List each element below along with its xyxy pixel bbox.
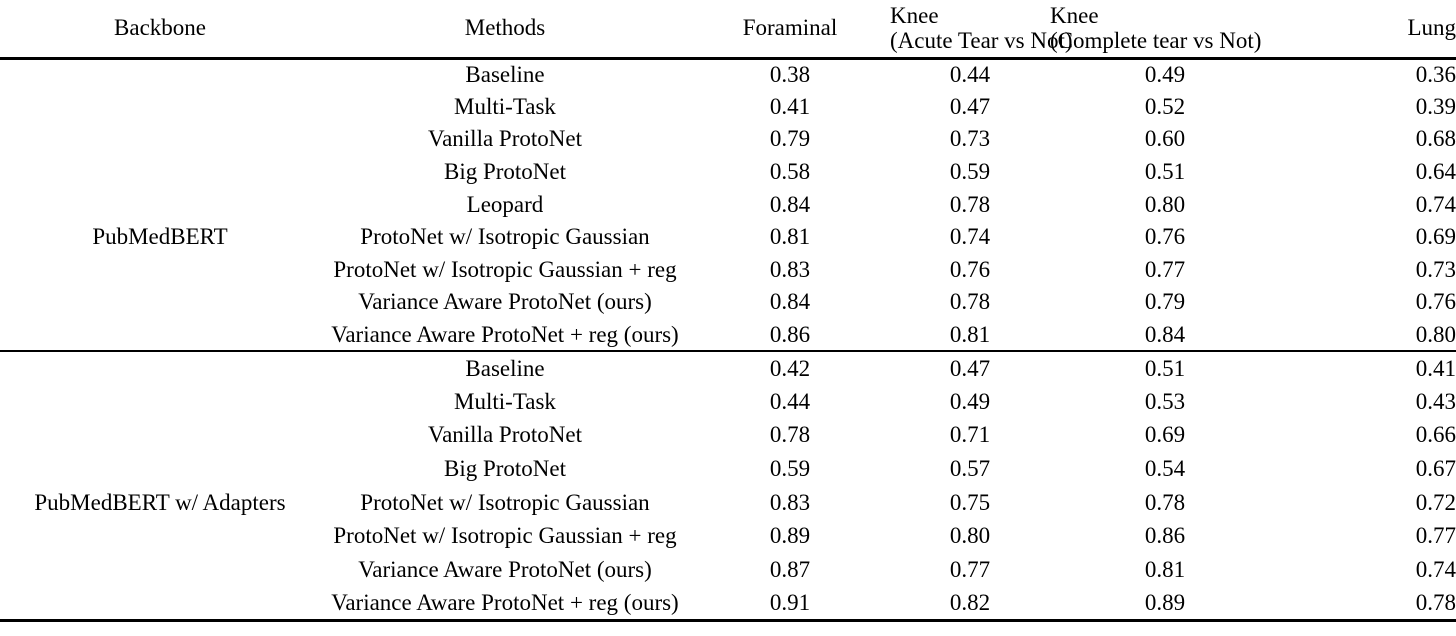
- column-header-lung: Lung: [1280, 0, 1456, 58]
- value-cell: 0.68: [1415, 126, 1456, 152]
- backbone-group: [0, 351, 1456, 620]
- value-cell: 0.73: [949, 126, 991, 152]
- table-header: [0, 0, 1456, 58]
- value-cell: 0.58: [769, 159, 811, 185]
- value-cell: 0.73: [1415, 256, 1456, 282]
- table-row: [0, 188, 1456, 221]
- method-cell: Variance Aware ProtoNet (ours): [358, 556, 652, 582]
- value-cell: 0.54: [1144, 455, 1186, 481]
- backbone-cell: [0, 519, 320, 553]
- table-row: [0, 286, 1456, 319]
- value-cell: 0.80: [949, 523, 991, 549]
- method-cell: ProtoNet w/ Isotropic Gaussian: [360, 224, 650, 250]
- knee-complete-header-line1: Knee: [1050, 2, 1099, 28]
- knee-acute-header-line1: Knee: [890, 2, 939, 28]
- column-header-knee-acute: [890, 0, 1073, 58]
- value-cell: 0.78: [949, 191, 991, 217]
- value-cell: 0.74: [1415, 556, 1456, 582]
- value-cell: 0.81: [769, 224, 811, 250]
- backbone-cell: PubMedBERT w/ Adapters: [34, 489, 286, 515]
- table-row: [0, 123, 1456, 156]
- value-cell: 0.52: [1144, 93, 1186, 119]
- table-row: [0, 385, 1456, 419]
- value-cell: 0.83: [769, 489, 811, 515]
- value-cell: 0.49: [1144, 62, 1186, 88]
- method-cell: Leopard: [466, 191, 544, 217]
- column-header-foraminal: Foraminal: [690, 0, 890, 58]
- backbone-cell: [0, 452, 320, 486]
- backbone-cell: [0, 254, 320, 287]
- value-cell: 0.84: [1050, 319, 1280, 352]
- value-cell: 0.83: [769, 256, 811, 282]
- value-cell: 0.86: [1144, 523, 1186, 549]
- value-cell: 0.79: [769, 126, 811, 152]
- value-cell: 0.47: [949, 93, 991, 119]
- value-cell: 0.69: [1144, 422, 1186, 448]
- value-cell: 0.84: [769, 289, 811, 315]
- table-row: [0, 452, 1456, 486]
- method-cell: Multi-Task: [454, 93, 556, 119]
- method-cell: Multi-Task: [454, 388, 556, 414]
- backbone-cell: [0, 419, 320, 453]
- value-cell: 0.41: [1415, 355, 1456, 381]
- value-cell: 0.59: [949, 159, 991, 185]
- knee-acute-header-lines: [890, 3, 1073, 53]
- value-cell: 0.79: [1144, 289, 1186, 315]
- backbone-cell: [0, 351, 320, 385]
- table-header-row: [0, 0, 1456, 58]
- value-cell: 0.36: [1415, 62, 1456, 88]
- backbone-cell: [0, 91, 320, 124]
- table-row: [0, 91, 1456, 124]
- method-cell: ProtoNet w/ Isotropic Gaussian + reg: [333, 523, 677, 549]
- value-cell: 0.49: [949, 388, 991, 414]
- backbone-cell: [0, 553, 320, 587]
- value-cell: 0.67: [1415, 455, 1456, 481]
- value-cell: 0.44: [949, 62, 991, 88]
- method-cell: Variance Aware ProtoNet + reg (ours): [320, 319, 690, 352]
- method-cell: Variance Aware ProtoNet (ours): [358, 289, 652, 315]
- value-cell: 0.75: [949, 489, 991, 515]
- table-row: [0, 519, 1456, 553]
- value-cell: 0.43: [1415, 388, 1456, 414]
- value-cell: 0.78: [1280, 587, 1456, 621]
- backbone-cell: [0, 319, 320, 352]
- value-cell: 0.77: [1144, 256, 1186, 282]
- method-cell: Vanilla ProtoNet: [428, 422, 582, 448]
- value-cell: 0.81: [890, 319, 1050, 352]
- value-cell: 0.51: [1144, 159, 1186, 185]
- value-cell: 0.53: [1144, 388, 1186, 414]
- backbone-cell: [0, 385, 320, 419]
- value-cell: 0.80: [1144, 191, 1186, 217]
- backbone-cell: [0, 286, 320, 319]
- value-cell: 0.59: [769, 455, 811, 481]
- value-cell: 0.47: [949, 355, 991, 381]
- table-row: [0, 319, 1456, 352]
- method-cell: Vanilla ProtoNet: [428, 126, 582, 152]
- knee-complete-header-line2: (Complete tear vs Not): [1050, 27, 1262, 53]
- value-cell: 0.91: [690, 587, 890, 621]
- value-cell: 0.76: [949, 256, 991, 282]
- value-cell: 0.77: [949, 556, 991, 582]
- table-row: [0, 553, 1456, 587]
- value-cell: 0.41: [769, 93, 811, 119]
- value-cell: 0.51: [1144, 355, 1186, 381]
- method-cell: ProtoNet w/ Isotropic Gaussian + reg: [333, 256, 677, 282]
- table-row: [0, 419, 1456, 453]
- method-cell: Baseline: [465, 355, 545, 381]
- backbone-cell: [0, 156, 320, 189]
- table-row: [0, 351, 1456, 385]
- table-row: [0, 254, 1456, 287]
- value-cell: 0.77: [1415, 523, 1456, 549]
- value-cell: 0.44: [769, 388, 811, 414]
- value-cell: 0.42: [769, 355, 811, 381]
- value-cell: 0.78: [1144, 489, 1186, 515]
- method-cell: ProtoNet w/ Isotropic Gaussian: [360, 489, 650, 515]
- backbone-group: [0, 58, 1456, 351]
- backbone-cell: [0, 58, 320, 91]
- column-header-knee-complete: [1050, 0, 1280, 58]
- knee-acute-header-line2: (Acute Tear vs Not): [890, 27, 1073, 53]
- value-cell: 0.64: [1415, 159, 1456, 185]
- column-header-methods: Methods: [320, 0, 690, 58]
- value-cell: 0.39: [1415, 93, 1456, 119]
- value-cell: 0.84: [769, 191, 811, 217]
- table-row: [0, 58, 1456, 91]
- value-cell: 0.87: [769, 556, 811, 582]
- value-cell: 0.74: [949, 224, 991, 250]
- table-row: [0, 156, 1456, 189]
- method-cell: Variance Aware ProtoNet + reg (ours): [320, 587, 690, 621]
- method-cell: Big ProtoNet: [443, 159, 567, 185]
- table-row: [0, 486, 1456, 520]
- value-cell: 0.69: [1415, 224, 1456, 250]
- method-cell: Big ProtoNet: [443, 455, 567, 481]
- method-cell: Baseline: [465, 62, 545, 88]
- value-cell: 0.71: [949, 422, 991, 448]
- value-cell: 0.82: [890, 587, 1050, 621]
- backbone-cell: PubMedBERT: [92, 224, 228, 250]
- value-cell: 0.89: [769, 523, 811, 549]
- value-cell: 0.81: [1144, 556, 1186, 582]
- value-cell: 0.80: [1280, 319, 1456, 352]
- value-cell: 0.60: [1144, 126, 1186, 152]
- table-row: [0, 587, 1456, 621]
- column-header-backbone: Backbone: [0, 0, 320, 58]
- backbone-cell: [0, 587, 320, 621]
- value-cell: 0.72: [1415, 489, 1456, 515]
- value-cell: 0.89: [1050, 587, 1280, 621]
- backbone-cell: [0, 188, 320, 221]
- value-cell: 0.57: [949, 455, 991, 481]
- value-cell: 0.76: [1144, 224, 1186, 250]
- value-cell: 0.78: [949, 289, 991, 315]
- value-cell: 0.76: [1415, 289, 1456, 315]
- table-row: [0, 221, 1456, 254]
- value-cell: 0.86: [690, 319, 890, 352]
- value-cell: 0.74: [1415, 191, 1456, 217]
- value-cell: 0.78: [769, 422, 811, 448]
- knee-complete-header-lines: [1050, 3, 1261, 53]
- backbone-cell: [0, 123, 320, 156]
- value-cell: 0.38: [769, 62, 811, 88]
- value-cell: 0.66: [1415, 422, 1456, 448]
